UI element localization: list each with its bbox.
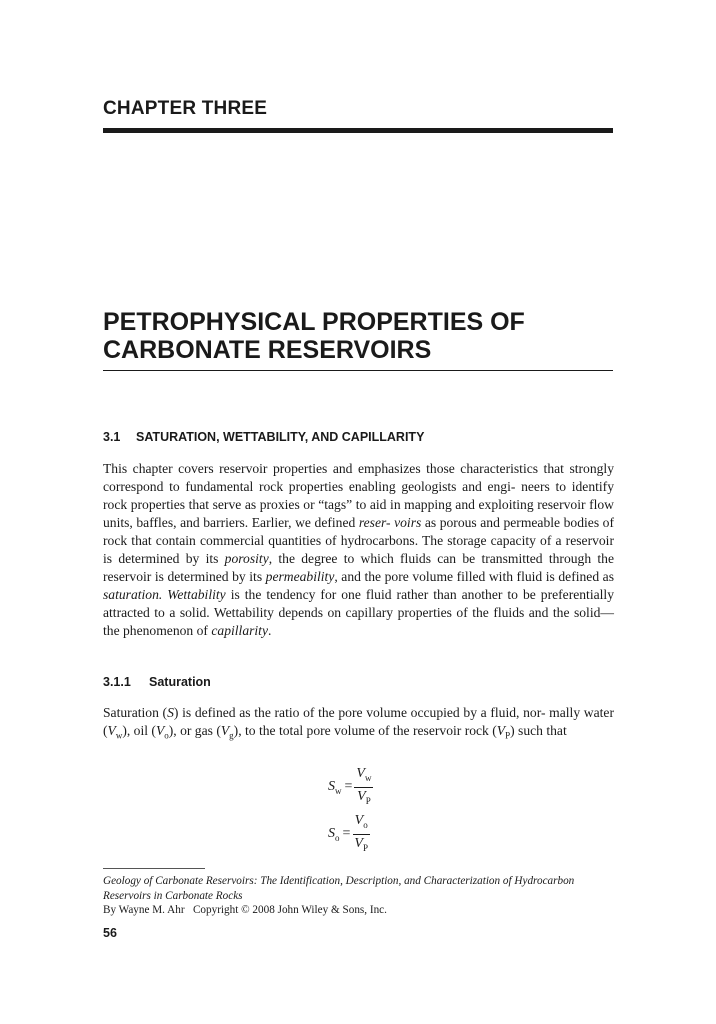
- page-title: [103, 308, 623, 364]
- para-text: ), to the total pore volume of the reservoir rock (: [233, 723, 497, 738]
- subscript: o: [164, 730, 169, 741]
- term-wettability: Wettability: [167, 587, 226, 602]
- subscript: w: [115, 730, 123, 741]
- para-text: ), or gas (: [168, 723, 221, 738]
- title-divider: [103, 370, 613, 371]
- eq-sign: =: [342, 826, 351, 842]
- eq-lhs: $S_w$: [328, 778, 342, 796]
- para-text: Saturation (: [103, 705, 168, 720]
- saturation-paragraph: [103, 704, 614, 745]
- footnote-divider: [103, 868, 205, 869]
- symbol-s: S: [167, 705, 174, 720]
- eq-lhs: $S_o$: [328, 825, 340, 843]
- symbol-v: V: [220, 723, 230, 738]
- copyright: Copyright © 2008 John Wiley & Sons, Inc.: [192, 904, 387, 916]
- term-porosity: porosity: [224, 551, 269, 566]
- eq-sign: =: [344, 779, 353, 795]
- subsection-title: Saturation: [149, 675, 211, 689]
- term-saturation: saturation.: [103, 587, 163, 602]
- chapter-label: CHAPTER THREE: [103, 98, 268, 119]
- equation-oil-saturation: [328, 813, 370, 856]
- eq-fraction: $\frac{V_o}{V_P}$: [354, 813, 368, 853]
- intro-text: This chapter covers reservoir properties and emphasizes those characteristics that strongly correspond to fundamental rock properties enabling geologists and engi- neers to identify rock properties that serve as proxies or “tags” to aid in mapping and exploiting reservoir flow units, baffles, and barriers. Earlier, we defined: [103, 461, 614, 530]
- citation-line-1: Geology of Carbonate Reservoirs: The Identification, Description, and Characterization of Hydrocarbon: [103, 875, 575, 887]
- symbol-v: V: [107, 723, 116, 738]
- equation-water-saturation: [328, 766, 373, 809]
- intro-text: is the tendency for one fluid rather than another to be preferentially attracted to a solid. Wettability depends on capillary properties of the fluids and the solid—the phenomenon of: [103, 587, 614, 638]
- term-permeability: permeability: [265, 569, 335, 584]
- para-text: ) is defined as the ratio of the pore volume occupied by a fluid, nor- mally water (: [103, 705, 614, 738]
- subsection-heading: [103, 675, 211, 689]
- author: By Wayne M. Ahr: [103, 904, 185, 916]
- term-capillarity: capillarity: [211, 623, 268, 638]
- term-reservoirs: reser- voirs: [358, 515, 422, 530]
- para-text: ) such that: [510, 723, 567, 738]
- section-title: SATURATION, WETTABILITY, AND CAPILLARITY: [136, 430, 425, 444]
- subscript: P: [505, 730, 511, 741]
- intro-text: .: [268, 623, 272, 638]
- page-number: 56: [103, 926, 117, 940]
- symbol-v: V: [155, 723, 165, 738]
- section-heading: [103, 430, 424, 444]
- section-number: 3.1: [103, 430, 121, 444]
- intro-text: , the degree to which fluids can be transmitted through the reservoir is determined by its: [103, 551, 615, 584]
- intro-text: as porous and permeable bodies of rock that contain commercial quantities of hydrocarbons. The storage capacity of a reservoir is determined by its: [103, 515, 614, 566]
- chapter-divider: [103, 128, 613, 133]
- para-text: ), oil (: [122, 723, 156, 738]
- subscript: g: [229, 730, 234, 741]
- symbol-v: V: [496, 723, 506, 738]
- intro-text: , and the pore volume filled with fluid is defined as: [334, 569, 614, 584]
- eq-fraction: $\frac{V_w}{V_P}$: [356, 766, 372, 806]
- footnote-citation: [103, 874, 623, 904]
- title-line-1: PETROPHYSICAL PROPERTIES OF: [103, 308, 525, 336]
- footnote-copyright: [103, 903, 387, 918]
- title-line-2: CARBONATE RESERVOIRS: [103, 336, 432, 364]
- intro-paragraph: [103, 460, 614, 640]
- subsection-number: 3.1.1: [103, 675, 131, 689]
- citation-line-2: Reservoirs in Carbonate Rocks: [103, 890, 243, 902]
